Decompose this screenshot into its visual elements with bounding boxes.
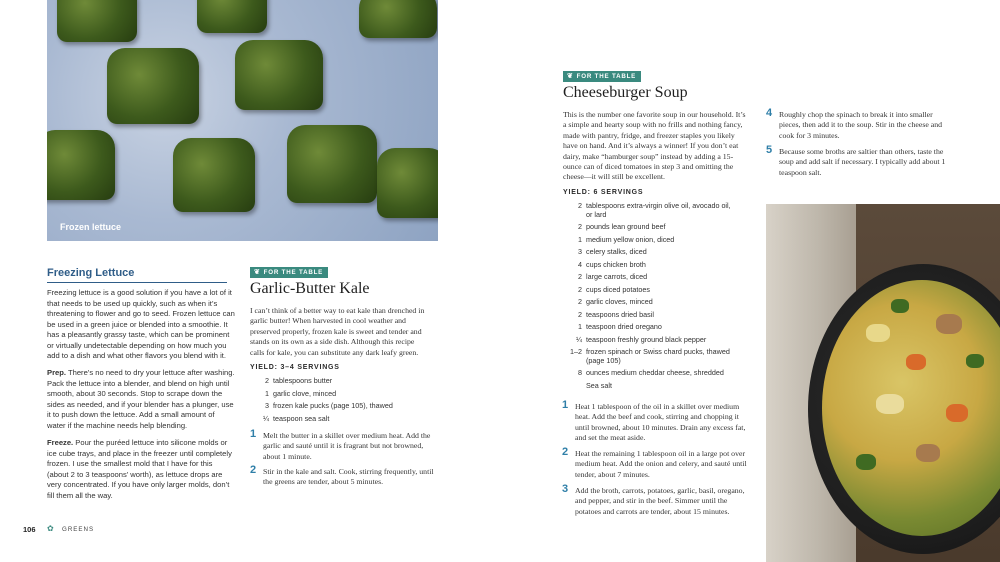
prep-label: Prep. (47, 368, 66, 377)
step-number: 3 (562, 483, 569, 495)
step-number: 1 (250, 428, 257, 440)
ingredient-item (578, 368, 736, 378)
ingredient-item (578, 284, 736, 295)
kale-tag (250, 267, 328, 278)
section-label: GREENS (62, 526, 95, 533)
freeze-text: Pour the puréed lettuce into silicone molds or ice cube trays, and place in the freezer until completely frozen. I use the smallest mold that I have for this (about 2 to 3 teaspoons’ worth), as lettuce drops are very concentrated. If you have only larger molds, don’t fill them all the way. (47, 438, 232, 500)
ingredient-text: frozen spinach or Swiss chard pucks, thawed (page 105) (586, 347, 730, 365)
ingredient-item (578, 272, 736, 282)
ingredient-quantity: ¼ (263, 413, 269, 423)
ingredient-text: teaspoons dried basil (586, 309, 654, 319)
ingredient-text: garlic clove, minced (273, 388, 337, 398)
frozen-lettuce-photo (47, 0, 438, 241)
ingredient-text: tablespoons butter (273, 376, 333, 385)
soup-title: Cheeseburger Soup (563, 84, 688, 101)
step-text: Heat the remaining 1 tablespoon oil in a large pot over medium heat. Add the onion and celery, and sauté until tender, about 7 minutes. (575, 449, 747, 479)
step-text: Melt the butter in a skillet over medium heat. Add the garlic and sauté until it is fragrant but not browned, about 1 minute. (263, 431, 431, 461)
ingredient-text: celery stalks, diced (586, 247, 647, 256)
ingredient-quantity: 1 (578, 234, 582, 244)
ingredient-text: cups diced potatoes (586, 284, 650, 294)
ingredient-item (570, 347, 736, 366)
freezing-intro: Freezing lettuce is a good solution if you have a lot of it that needs to be used up quickly, such as when it’s threatening to flower and go to seed. Frozen lettuce can be used in a green juice or blended into a smoothie. It has a pleasantly grassy taste, which can be prominent or virtually undetectable depending on how much you add to a dish and what other flavors you blend with it. (47, 288, 235, 360)
ingredient-text: pounds lean ground beef (586, 222, 666, 231)
ingredient-quantity: 2 (578, 309, 582, 319)
step-number: 2 (250, 464, 257, 476)
ingredient-quantity: ¼ (576, 334, 582, 344)
freeze-label: Freeze. (47, 438, 74, 447)
ingredient-quantity: 2 (578, 284, 582, 294)
ingredient-text: ounces medium cheddar cheese, shredded (586, 368, 724, 377)
ingredient-item (263, 413, 443, 424)
ingredient-quantity: 2 (578, 297, 582, 306)
step-text: Heat 1 tablespoon of the oil in a skillet over medium heat. Add the beef and cook, stirring and chopping it until browned, about 10 minutes. Drain any excess fat, and set the meat aside. (575, 402, 746, 443)
ingredient-item (578, 297, 736, 307)
ingredient-quantity: 2 (578, 272, 582, 281)
ingredient-text: Sea salt (586, 380, 612, 390)
ingredient-text: garlic cloves, minced (586, 297, 653, 306)
step-text: Because some broths are saltier than others, taste the soup and add salt if necessary. I typically add about 1 teaspoon salt. (779, 147, 946, 177)
ingredient-text: tablespoons extra-virgin olive oil, avocado oil, or lard (586, 201, 731, 219)
ingredient-text: teaspoon dried oregano (586, 322, 662, 331)
ingredient-item (578, 247, 736, 257)
kale-title: Garlic-Butter Kale (250, 280, 370, 297)
ingredient-quantity: 1–2 (570, 347, 582, 356)
ingredient-item (586, 382, 736, 391)
ingredient-item (578, 259, 736, 270)
soup-yield: YIELD: 6 SERVINGS (563, 189, 644, 196)
step-text: Add the broth, carrots, potatoes, garlic, basil, oregano, and pepper, and stir in the beef. Simmer until the potatoes and carrots are tender, about 15 minutes. (575, 486, 745, 516)
ingredient-item (576, 334, 736, 345)
ingredient-quantity: 1 (578, 322, 582, 331)
photo-caption: Frozen lettuce (60, 222, 122, 232)
step-number: 2 (562, 446, 569, 458)
kale-tag-label: FOR THE TABLE (263, 269, 324, 276)
page-number: 106 (23, 525, 36, 534)
freezing-lettuce-heading: Freezing Lettuce (47, 267, 227, 283)
ingredient-quantity: 4 (578, 259, 582, 269)
ingredient-item (265, 401, 443, 411)
soup-tag-label: FOR THE TABLE (576, 73, 637, 80)
soup-tag (563, 71, 641, 82)
ingredient-item (578, 222, 736, 232)
ingredient-text: teaspoon freshly ground black pepper (586, 334, 707, 344)
step-text: Roughly chop the spinach to break it into smaller pieces, then add it to the soup. Stir in the cheese and cook for 3 minutes. (779, 110, 943, 140)
freeze-paragraph (47, 438, 235, 501)
step-text: Stir in the kale and salt. Cook, stirring frequently, until the greens are tender, about 5 minutes. (263, 467, 434, 487)
ingredient-text: teaspoon sea salt (273, 413, 330, 423)
ingredient-quantity: 2 (578, 222, 582, 231)
cheeseburger-soup-photo (766, 204, 1000, 562)
ingredient-text: large carrots, diced (586, 272, 648, 281)
ingredient-quantity: 1 (265, 388, 269, 398)
ingredient-text: cups chicken broth (586, 259, 646, 269)
kale-intro: I can’t think of a better way to eat kale than drenched in garlic butter! When harvested in cool weather and preserved properly, frozen kale is sweet and tender and stands on its own as a side dish. Although this recipe calls for kale, you can substitute any dark leafy green. (250, 306, 425, 357)
leaf-icon: ❦ (567, 73, 574, 80)
ingredient-quantity: 8 (578, 368, 582, 377)
ingredient-text: frozen kale pucks (page 105), thawed (273, 401, 393, 410)
soup-intro: This is the number one favorite soup in our household. It’s a simple and hearty soup with no frills and nothing fancy, made with pantry, fridge, and freezer staples you likely have on hand. And it’s always a winner! If you don’t eat dairy, make “hamburger soup” instead by adding a 15-ounce can of diced tomatoes in step 3 and omitting the cheese—it will still be excellent. (563, 110, 746, 182)
leaf-icon: ❦ (254, 269, 261, 276)
ingredient-quantity: 3 (578, 247, 582, 256)
ingredient-quantity: 2 (578, 201, 582, 210)
ingredient-item (578, 234, 736, 245)
prep-paragraph (47, 368, 235, 431)
step-number: 4 (766, 107, 773, 119)
step-number: 5 (766, 144, 773, 156)
ingredient-text: medium yellow onion, diced (586, 234, 675, 244)
ingredient-item (265, 376, 443, 386)
ingredient-quantity: 3 (265, 401, 269, 410)
prep-text: There’s no need to dry your lettuce after washing. Pack the lettuce into a blender, and blend on high until smooth, about 30 seconds. Stop to scrape down the sides as needed, and if your blender has a plunger, use it to push down the lettuce. Add a small amount of water if the machine needs help blending. (47, 368, 235, 430)
ingredient-item (578, 322, 736, 332)
ingredient-quantity: 2 (265, 376, 269, 385)
kale-yield: YIELD: 3–4 SERVINGS (250, 364, 340, 371)
flower-icon: ✿ (47, 524, 54, 533)
ingredient-item (578, 201, 736, 220)
ingredient-item (578, 309, 736, 320)
step-number: 1 (562, 399, 569, 411)
ingredient-item (265, 388, 443, 399)
